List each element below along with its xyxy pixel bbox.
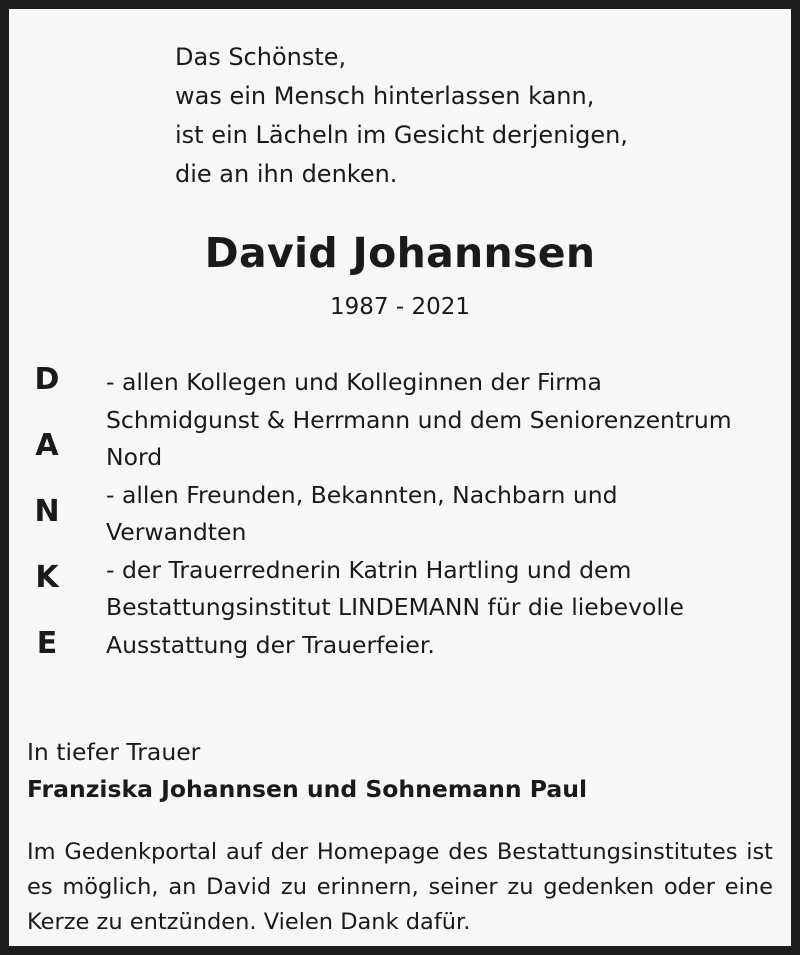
danke-vertical-word <box>25 363 69 693</box>
deceased-name: David Johannsen <box>204 229 596 277</box>
notice-line: Kerze zu entzünden. Vielen Dank dafür. <box>27 909 471 935</box>
poem-line: die an ihn denken. <box>175 160 398 188</box>
poem-line: ist ein Lächeln im Gesicht derjenigen, <box>175 121 628 149</box>
notice-line: es möglich, an David zu erinnern, seiner zu gedenken oder eine <box>27 874 773 900</box>
memorial-portal-notice <box>27 835 773 940</box>
notice-line: Im Gedenkportal auf der Homepage des Bestattungsinstitutes ist <box>27 839 773 865</box>
mourners-signature <box>27 734 587 808</box>
signature-intro: In tiefer Trauer <box>27 738 201 766</box>
danke-letter: K <box>35 560 59 595</box>
thanks-line: Nord <box>106 443 163 471</box>
mourner-names: Franziska Johannsen und Sohnemann Paul <box>27 775 588 803</box>
danke-letter: E <box>36 626 58 661</box>
thanks-line: - der Trauerrednerin Katrin Hartling und dem <box>106 555 632 584</box>
thanks-line: Ausstattung der Trauerfeier. <box>106 630 435 659</box>
thanks-line: Verwandten <box>106 518 247 546</box>
thanks-line: - allen Kollegen und Kolleginnen der Firma <box>106 368 602 396</box>
danke-letter: A <box>35 428 59 463</box>
danke-letter: N <box>34 494 60 529</box>
thanks-line: - allen Freunden, Bekannten, Nachbarn und <box>106 480 618 509</box>
thanks-line: Schmidgunst & Herrmann und dem Seniorenzentrum <box>106 405 732 434</box>
danke-letter: D <box>34 362 60 397</box>
thanks-list <box>106 364 786 664</box>
thanks-line: Bestattungsinstitut LINDEMANN für die liebevolle <box>106 593 684 621</box>
poem-line: Das Schönste, <box>175 43 347 71</box>
life-years: 1987 - 2021 <box>330 294 470 320</box>
poem-line: was ein Mensch hinterlassen kann, <box>175 82 595 110</box>
memorial-poem <box>175 38 628 194</box>
